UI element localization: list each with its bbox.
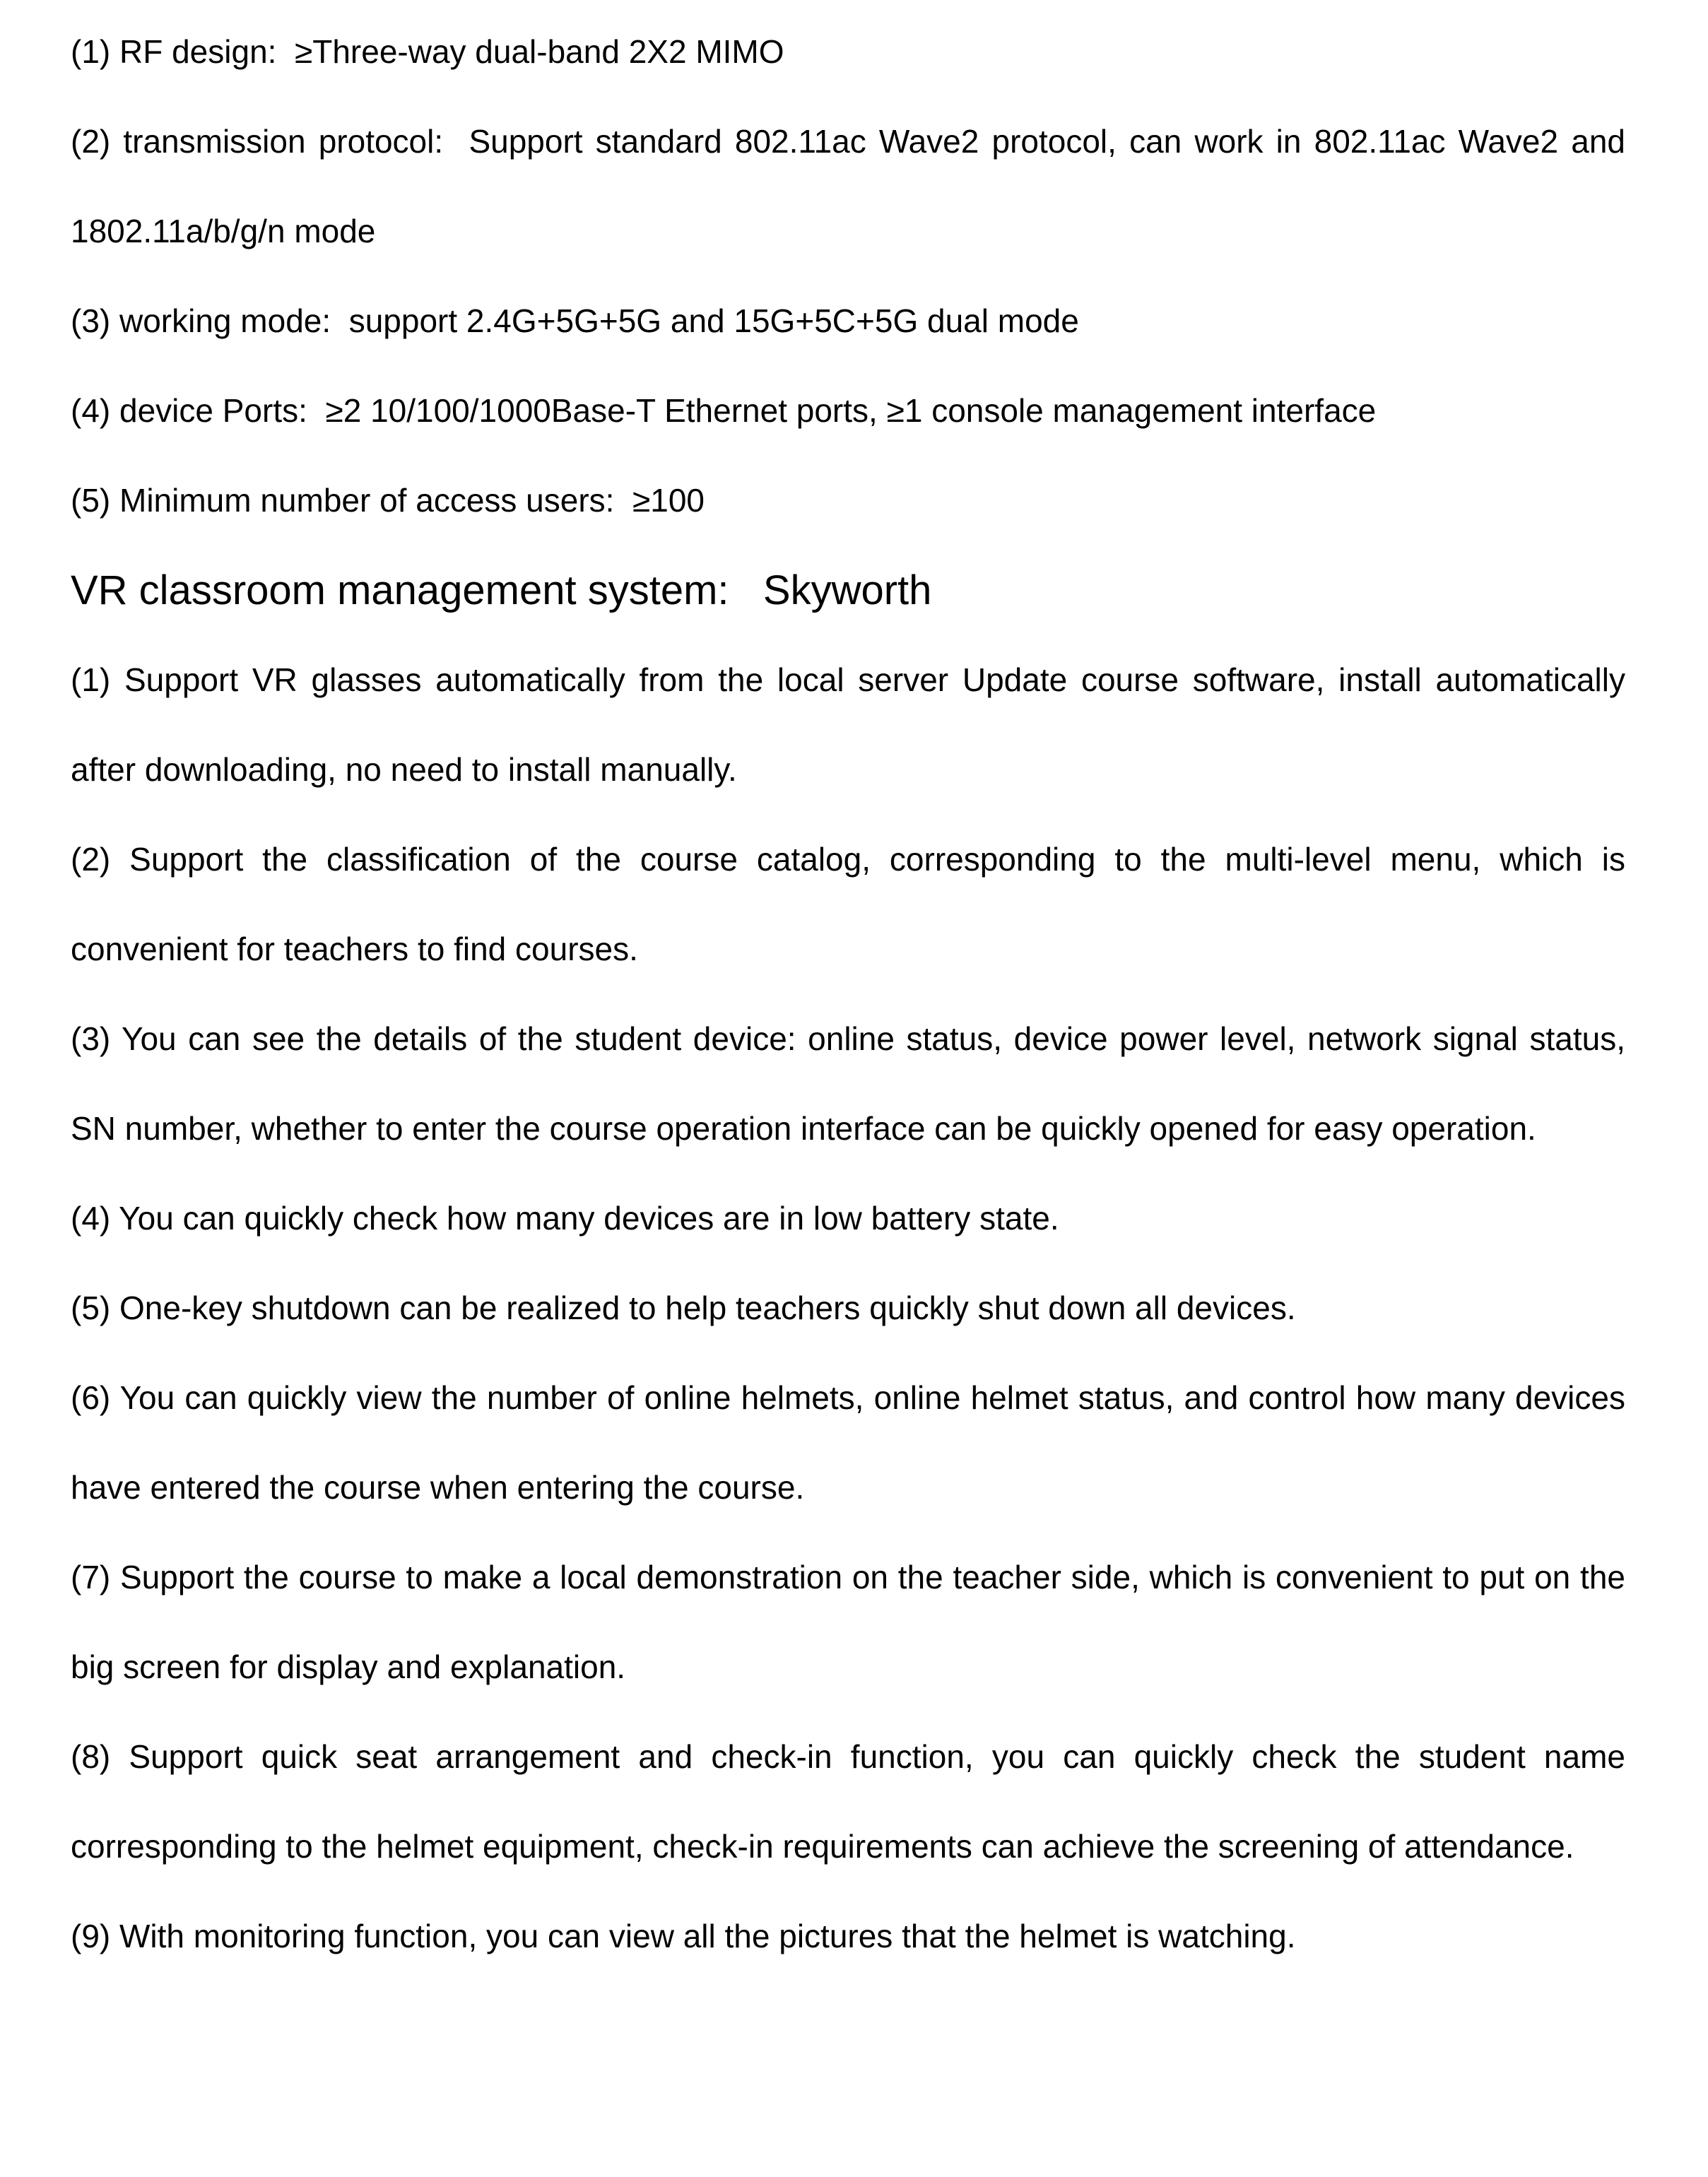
feature-item: (3) You can see the details of the student device: online status, device power level, network signal status, SN number, whether to enter the course operation interface can be quickly opened for easy operation.	[71, 1020, 1635, 1147]
feature-item: (6) You can quickly view the number of online helmets, online helmet status, and control how many devices have entered the course when entering the course.	[71, 1379, 1635, 1506]
feature-item: (5) One-key shutdown can be realized to help teachers quickly shut down all devices.	[71, 1290, 1296, 1326]
spec-item: (4) device Ports: ≥2 10/100/1000Base-T Ethernet ports, ≥1 console management interface	[71, 392, 1377, 429]
spec-item: (2) transmission protocol: Support standard 802.11ac Wave2 protocol, can work in 802.11ac Wave2 and 1802.11a/b/g/n mode	[71, 123, 1635, 249]
spec-item: (3) working mode: support 2.4G+5G+5G and 15G+5C+5G dual mode	[71, 302, 1079, 339]
section-heading: VR classroom management system: Skyworth	[71, 567, 932, 613]
feature-item: (4) You can quickly check how many devices are in low battery state.	[71, 1200, 1059, 1237]
feature-item: (2) Support the classification of the course catalog, corresponding to the multi-level menu, which is convenient for teachers to find courses.	[71, 841, 1635, 967]
spec-item: (1) RF design: ≥Three-way dual-band 2X2 MIMO	[71, 33, 784, 70]
feature-item: (9) With monitoring function, you can view all the pictures that the helmet is watching.	[71, 1918, 1296, 1954]
spec-item: (5) Minimum number of access users: ≥100	[71, 482, 705, 519]
feature-item: (1) Support VR glasses automatically from the local server Update course software, install automatically after downloading, no need to install manually.	[71, 661, 1635, 788]
feature-item: (8) Support quick seat arrangement and check-in function, you can quickly check the student name corresponding to the helmet equipment, check-in requirements can achieve the screening of attendance.	[71, 1738, 1635, 1865]
feature-item: (7) Support the course to make a local demonstration on the teacher side, which is convenient to put on the big screen for display and explanation.	[71, 1559, 1635, 1685]
